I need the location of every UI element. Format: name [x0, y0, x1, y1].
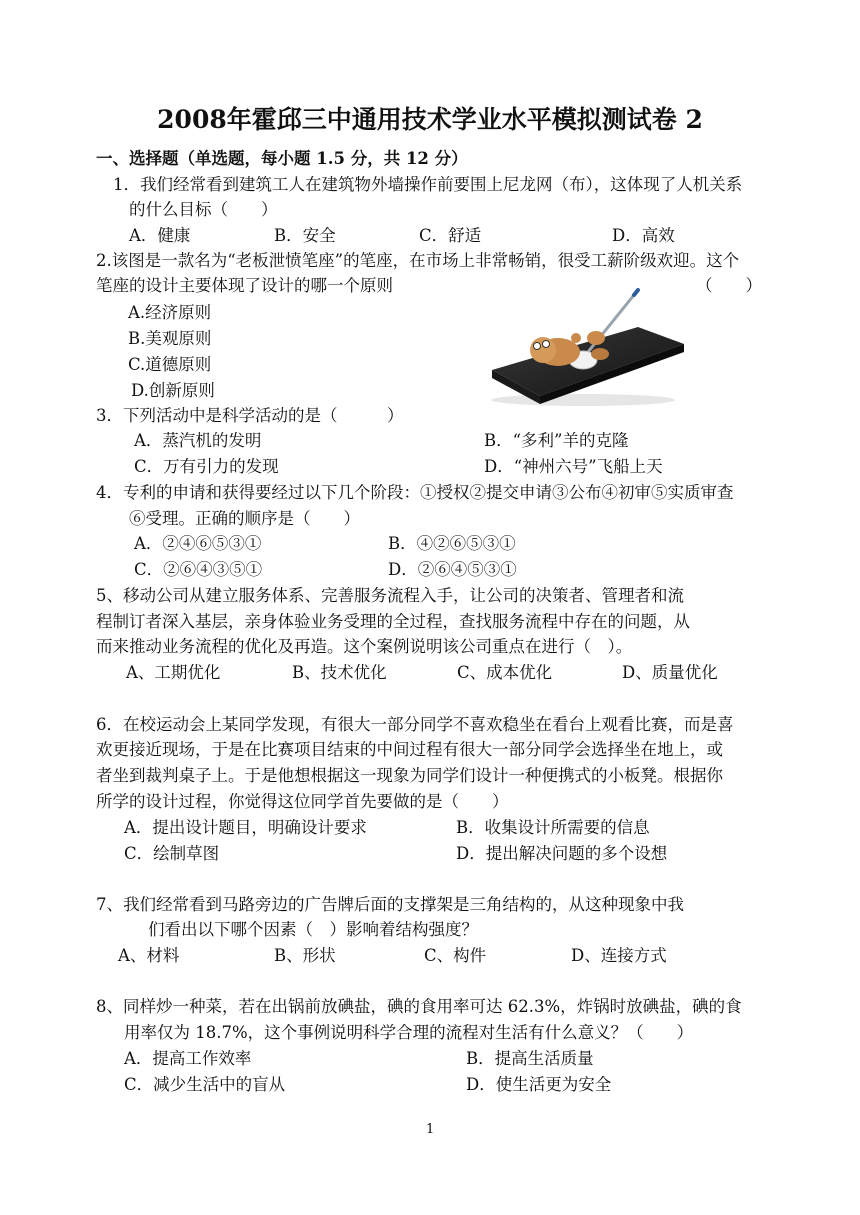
q3-option-c: C．万有引力的发现	[134, 457, 279, 476]
question-1-text-cont: 的什么目标（ ）	[129, 200, 278, 219]
q1-option-b: B．安全	[274, 226, 336, 245]
q4-option-a: A．②④⑥⑤③①	[134, 534, 262, 553]
q5-option-c: C、成本优化	[457, 663, 553, 682]
q2-option-d: D.创新原则	[131, 381, 215, 400]
question-3-text: 3．下列活动中是科学活动的是（ ）	[96, 406, 404, 425]
q5-option-d: D、质量优化	[622, 663, 718, 682]
question-2-text-cont: 笔座的设计主要体现了设计的哪一个原则	[96, 276, 393, 295]
q2-option-c: C.道德原则	[128, 355, 212, 374]
question-6-text-cont: 欢更接近现场，于是在比赛项目结束的中间过程有很大一部分同学会选择坐在地上，或	[96, 740, 723, 759]
question-5-text-cont2: 而来推动业务流程的优化及再造。这个案例说明该公司重点在进行（ ）。	[96, 637, 633, 656]
q8-option-c: C．减少生活中的盲从	[124, 1075, 286, 1094]
page-title: 2008年霍邱三中通用技术学业水平模拟测试卷 2	[157, 105, 703, 134]
question-1-text: 1．我们经常看到建筑工人在建筑物外墙操作前要围上尼龙网（布），这体现了人机关系	[113, 175, 743, 194]
q8-option-d: D．使生活更为安全	[466, 1075, 612, 1094]
question-4-text-cont: ⑥受理。正确的顺序是（ ）	[129, 509, 360, 528]
question-6-text-cont3: 所学的设计过程，你觉得这位同学首先要做的是（ ）	[96, 792, 509, 811]
q6-option-c: C．绘制草图	[124, 844, 220, 863]
question-8-text-cont: 用率仅为 18.7%，这个事例说明科学合理的流程对生活有什么意义？（ ）	[124, 1023, 694, 1042]
q3-option-a: A．蒸汽机的发明	[134, 431, 262, 450]
q3-option-d: D．“神州六号”飞船上天	[484, 457, 663, 476]
page-number: 1	[426, 1122, 435, 1137]
q2-answer-bracket: （ ）	[696, 276, 762, 295]
q5-option-a: A、工期优化	[126, 663, 221, 682]
q1-option-d: D．高效	[612, 226, 675, 245]
question-4-text: 4．专利的申请和获得要经过以下几个阶段：①授权②提交申请③公布④初审⑤实质审查	[96, 483, 734, 502]
q7-option-d: D、连接方式	[571, 946, 667, 965]
q4-option-b: B．④②⑥⑤③①	[388, 534, 516, 553]
question-5-text-cont: 程制订者深入基层，亲身体验业务受理的全过程，查找服务流程中存在的问题，从	[96, 612, 690, 631]
q1-option-a: A．健康	[129, 226, 191, 245]
q6-option-d: D．提出解决问题的多个设想	[456, 844, 668, 863]
q4-option-c: C．②⑥④③⑤①	[134, 560, 263, 579]
question-5-text: 5、移动公司从建立服务体系、完善服务流程入手，让公司的决策者、管理者和流	[96, 586, 684, 605]
q2-option-b: B.美观原则	[128, 329, 212, 348]
q7-option-c: C、构件	[424, 946, 487, 965]
q7-option-a: A、材料	[118, 946, 180, 965]
pen-holder-image	[488, 282, 688, 407]
q6-option-a: A．提出设计题目，明确设计要求	[124, 818, 367, 837]
q6-option-b: B．收集设计所需要的信息	[456, 818, 650, 837]
q8-option-a: A．提高工作效率	[124, 1049, 252, 1068]
q5-option-b: B、技术优化	[292, 663, 387, 682]
q1-option-c: C．舒适	[419, 226, 482, 245]
question-6-text: 6．在校运动会上某同学发现，有很大一部分同学不喜欢稳坐在看台上观看比赛，而是喜	[96, 715, 734, 734]
question-2-text: 2.该图是一款名为“老板泄愤笔座”的笔座，在市场上非常畅销，很受工薪阶级欢迎。这个	[96, 251, 740, 270]
q4-option-d: D．②⑥④⑤③①	[388, 560, 517, 579]
question-7-text: 7、我们经常看到马路旁边的广告牌后面的支撑架是三角结构的，从这种现象中我	[96, 895, 684, 914]
q3-option-b: B．“多利”羊的克隆	[484, 431, 629, 450]
q7-option-b: B、形状	[274, 946, 336, 965]
q2-option-a: A.经济原则	[128, 303, 212, 322]
question-6-text-cont2: 者坐到裁判桌子上。于是他想根据这一现象为同学们设计一种便携式的小板凳。根据你	[96, 766, 723, 785]
question-7-text-cont: 们看出以下哪个因素（ ）影响着结构强度？	[148, 920, 478, 939]
section-heading: 一、选择题（单选题，每小题 1.5 分，共 12 分）	[96, 149, 468, 168]
q8-option-b: B．提高生活质量	[466, 1049, 594, 1068]
question-8-text: 8、同样炒一种菜，若在出锅前放碘盐，碘的食用率可达 62.3%，炸锅时放碘盐，碘的食	[96, 997, 742, 1016]
